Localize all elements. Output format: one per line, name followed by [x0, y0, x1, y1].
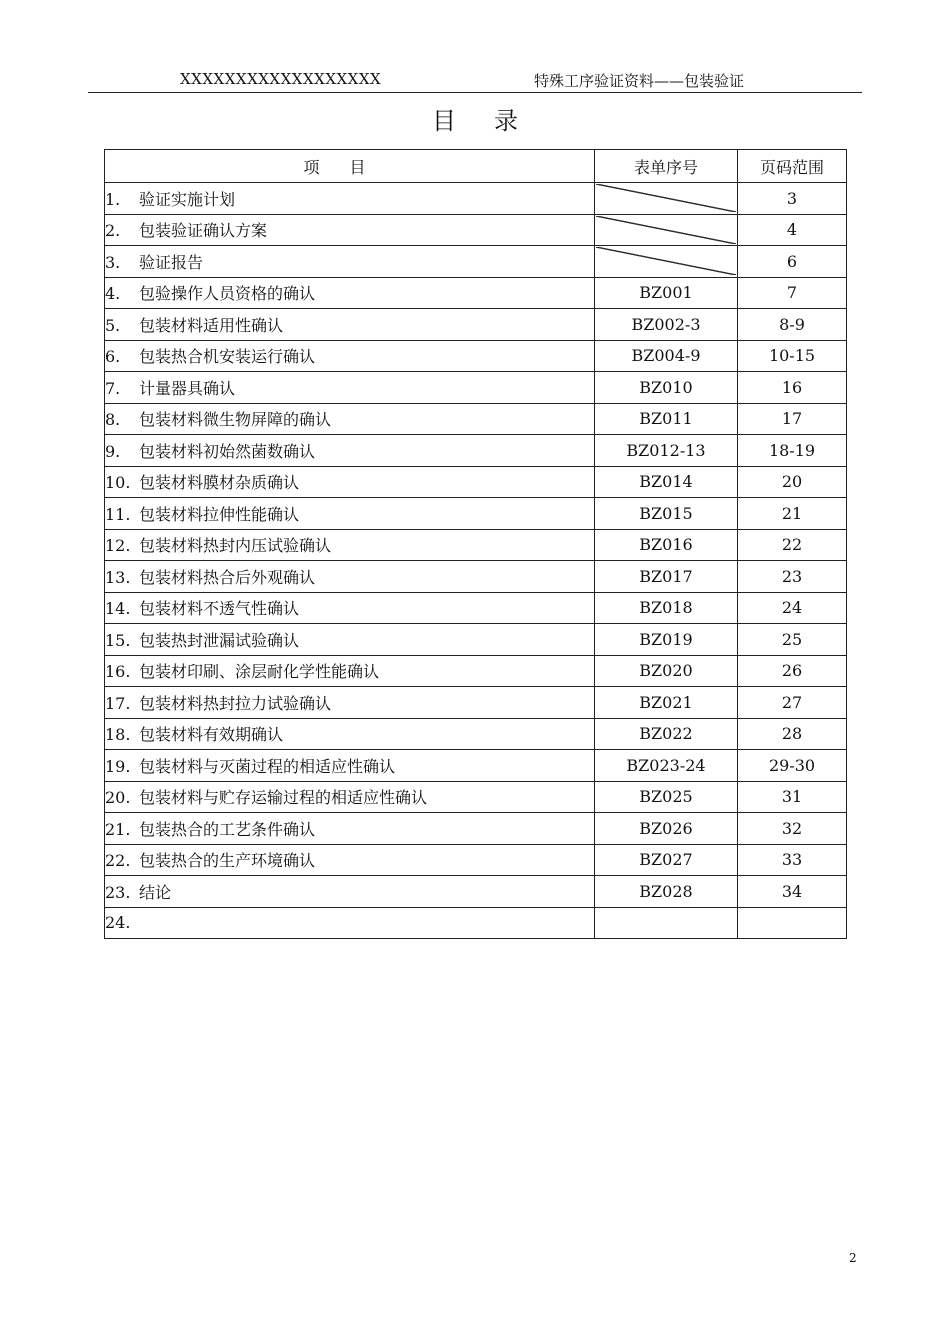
table-row	[105, 403, 847, 435]
item-label: 包装材料适用性确认	[139, 315, 284, 335]
item-number: 4.	[105, 284, 121, 304]
form-number-cell: BZ012-13	[595, 435, 738, 467]
form-number-cell: BZ017	[595, 561, 738, 593]
item-number: 13.	[105, 567, 131, 587]
item-cell	[105, 277, 595, 309]
page-header	[88, 66, 862, 93]
item-label: 计量器具确认	[139, 378, 236, 398]
item-cell	[105, 561, 595, 593]
item-label: 包装材料不透气性确认	[139, 599, 300, 619]
item-label: 包装材料拉伸性能确认	[139, 504, 300, 524]
table-row	[105, 813, 847, 845]
item-label: 包装验证确认方案	[139, 221, 268, 241]
page-range-cell: 34	[738, 876, 847, 908]
table-row	[105, 277, 847, 309]
form-number-cell: BZ015	[595, 498, 738, 530]
item-cell	[105, 309, 595, 341]
table-row	[105, 183, 847, 215]
form-number-cell: BZ027	[595, 844, 738, 876]
item-number: 10.	[105, 473, 131, 493]
item-number: 22.	[105, 851, 131, 871]
item-cell	[105, 718, 595, 750]
page-range-cell: 17	[738, 403, 847, 435]
form-number-cell: BZ023-24	[595, 750, 738, 782]
item-number: 24.	[105, 913, 131, 933]
form-number-cell: BZ011	[595, 403, 738, 435]
table-row	[105, 435, 847, 467]
item-cell	[105, 907, 595, 939]
form-number-cell: BZ019	[595, 624, 738, 656]
item-number: 21.	[105, 819, 131, 839]
item-cell	[105, 435, 595, 467]
item-label: 包验操作人员资格的确认	[139, 284, 316, 304]
form-number-cell	[595, 907, 738, 939]
table-row	[105, 876, 847, 908]
item-cell	[105, 214, 595, 246]
table-row	[105, 529, 847, 561]
table-row	[105, 214, 847, 246]
table-row	[105, 750, 847, 782]
table-row	[105, 309, 847, 341]
page-range-cell: 31	[738, 781, 847, 813]
item-cell	[105, 340, 595, 372]
item-number: 9.	[105, 441, 121, 461]
item-label: 包装材料热封内压试验确认	[139, 536, 332, 556]
item-number: 12.	[105, 536, 131, 556]
table-row	[105, 372, 847, 404]
table-row	[105, 718, 847, 750]
page-range-cell: 22	[738, 529, 847, 561]
item-label: 包装材料热合后外观确认	[139, 567, 316, 587]
page-range-cell: 33	[738, 844, 847, 876]
item-cell	[105, 592, 595, 624]
item-cell	[105, 813, 595, 845]
page-title: 目录	[432, 107, 556, 135]
page-range-cell: 8-9	[738, 309, 847, 341]
form-number-cell: BZ004-9	[595, 340, 738, 372]
page-range-cell: 29-30	[738, 750, 847, 782]
item-cell	[105, 183, 595, 215]
page-range-cell: 18-19	[738, 435, 847, 467]
item-label: 包装热封泄漏试验确认	[139, 630, 300, 650]
column-header-item: 项目	[105, 150, 595, 183]
form-number-cell: BZ021	[595, 687, 738, 719]
item-number: 20.	[105, 788, 131, 808]
item-number: 17.	[105, 693, 131, 713]
form-number-cell: BZ002-3	[595, 309, 738, 341]
item-cell	[105, 498, 595, 530]
page-range-cell: 25	[738, 624, 847, 656]
item-label: 包装材料与灭菌过程的相适应性确认	[139, 756, 396, 776]
column-header-pages: 页码范围	[738, 150, 847, 183]
page-range-cell: 21	[738, 498, 847, 530]
toc-header-row	[105, 150, 847, 183]
item-number: 5.	[105, 315, 121, 335]
table-row	[105, 498, 847, 530]
item-label: 验证报告	[139, 252, 204, 272]
item-number: 3.	[105, 252, 121, 272]
item-label: 结论	[139, 882, 172, 902]
item-number: 23.	[105, 882, 131, 902]
page-number: 2	[849, 1251, 857, 1265]
form-number-cell: BZ026	[595, 813, 738, 845]
item-number: 16.	[105, 662, 131, 682]
item-cell	[105, 372, 595, 404]
item-cell	[105, 781, 595, 813]
table-row	[105, 466, 847, 498]
item-cell	[105, 624, 595, 656]
table-row	[105, 246, 847, 278]
page-range-cell: 10-15	[738, 340, 847, 372]
page-range-cell: 16	[738, 372, 847, 404]
item-label: 包装材料有效期确认	[139, 725, 284, 745]
form-number-cell: BZ022	[595, 718, 738, 750]
item-number: 6.	[105, 347, 121, 367]
form-number-cell: BZ028	[595, 876, 738, 908]
page-range-cell: 26	[738, 655, 847, 687]
page-range-cell: 6	[738, 246, 847, 278]
form-number-cell: BZ010	[595, 372, 738, 404]
table-row	[105, 907, 847, 939]
item-label: 包装热合的工艺条件确认	[139, 819, 316, 839]
form-number-cell-struck	[595, 214, 738, 246]
form-number-cell: BZ018	[595, 592, 738, 624]
item-number: 15.	[105, 630, 131, 650]
page-range-cell	[738, 907, 847, 939]
item-cell	[105, 403, 595, 435]
page-range-cell: 20	[738, 466, 847, 498]
item-label: 包装材料微生物屏障的确认	[139, 410, 332, 430]
page-range-cell: 24	[738, 592, 847, 624]
item-cell	[105, 246, 595, 278]
column-header-form: 表单序号	[595, 150, 738, 183]
item-cell	[105, 655, 595, 687]
header-document-title: 特殊工序验证资料——包装验证	[534, 72, 745, 90]
header-company: XXXXXXXXXXXXXXXXXX	[180, 70, 382, 88]
page-range-cell: 23	[738, 561, 847, 593]
item-label: 验证实施计划	[139, 189, 236, 209]
item-number: 11.	[105, 504, 131, 524]
item-cell	[105, 750, 595, 782]
form-number-cell: BZ025	[595, 781, 738, 813]
item-cell	[105, 876, 595, 908]
item-label: 包装热合机安装运行确认	[139, 347, 316, 367]
table-row	[105, 844, 847, 876]
item-label: 包装材料膜材杂质确认	[139, 473, 300, 493]
item-number: 2.	[105, 221, 121, 241]
page-range-cell: 4	[738, 214, 847, 246]
item-label: 包装热合的生产环境确认	[139, 851, 316, 871]
table-row	[105, 624, 847, 656]
item-number: 14.	[105, 599, 131, 619]
item-number: 7.	[105, 378, 121, 398]
table-row	[105, 781, 847, 813]
page-range-cell: 32	[738, 813, 847, 845]
item-cell	[105, 466, 595, 498]
form-number-cell: BZ020	[595, 655, 738, 687]
item-cell	[105, 529, 595, 561]
item-number: 19.	[105, 756, 131, 776]
item-label: 包装材印刷、涂层耐化学性能确认	[139, 662, 380, 682]
form-number-cell: BZ001	[595, 277, 738, 309]
table-row	[105, 592, 847, 624]
table-row	[105, 687, 847, 719]
item-number: 8.	[105, 410, 121, 430]
item-number: 1.	[105, 189, 121, 209]
table-row	[105, 340, 847, 372]
table-row	[105, 655, 847, 687]
table-row	[105, 561, 847, 593]
toc-table	[104, 149, 847, 939]
form-number-cell-struck	[595, 246, 738, 278]
toc-body	[105, 183, 847, 939]
page-range-cell: 27	[738, 687, 847, 719]
page-range-cell: 28	[738, 718, 847, 750]
item-number: 18.	[105, 725, 131, 745]
form-number-cell: BZ016	[595, 529, 738, 561]
item-cell	[105, 844, 595, 876]
item-cell	[105, 687, 595, 719]
item-label: 包装材料初始然菌数确认	[139, 441, 316, 461]
form-number-cell-struck	[595, 183, 738, 215]
item-label: 包装材料与贮存运输过程的相适应性确认	[139, 788, 428, 808]
form-number-cell: BZ014	[595, 466, 738, 498]
page-range-cell: 7	[738, 277, 847, 309]
item-label: 包装材料热封拉力试验确认	[139, 693, 332, 713]
page-range-cell: 3	[738, 183, 847, 215]
